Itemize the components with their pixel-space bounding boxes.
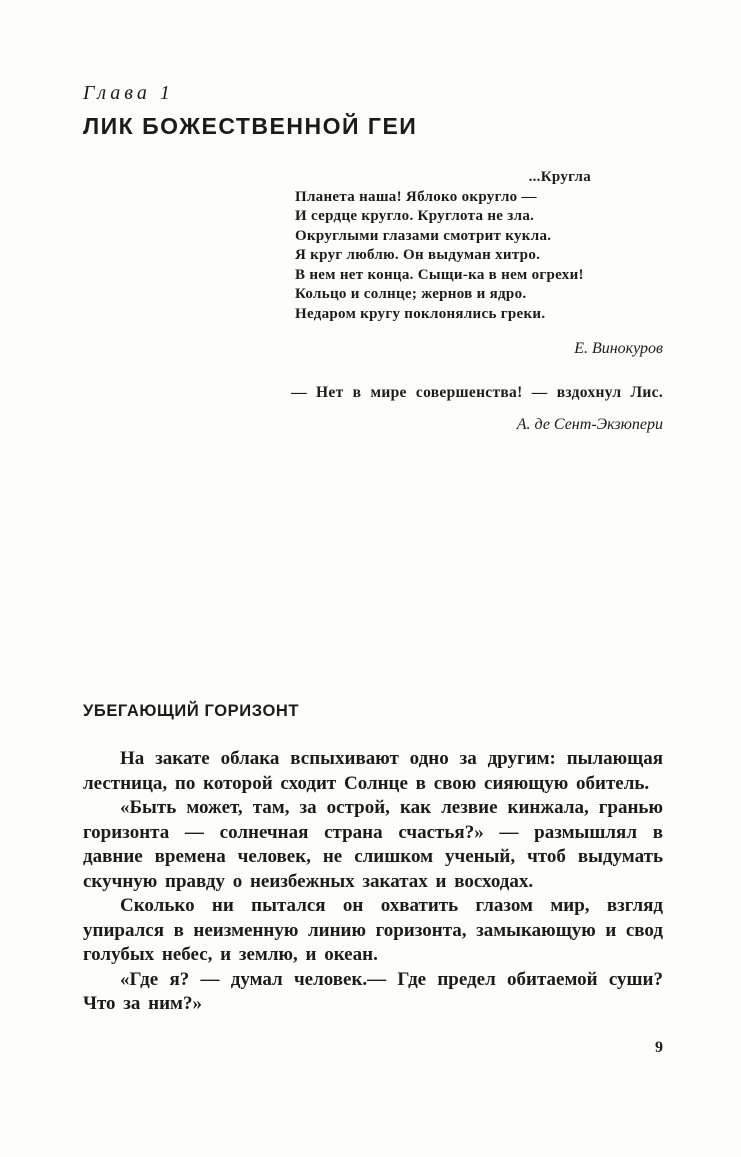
section-heading: УБЕГАЮЩИЙ ГОРИЗОНТ [83, 702, 300, 720]
poem-line: Округлыми глазами смотрит кукла. [295, 227, 552, 244]
poem-line: В нем нет конца. Сыщи-ка в нем огрехи! [295, 266, 584, 283]
chapter-label: Глава 1 [83, 82, 174, 104]
poem-author: Е. Винокуров [574, 340, 663, 357]
epigraph-quote: — Нет в мире совершенства! — вздохнул Лис. [291, 384, 663, 401]
poem-line: ...Кругла [528, 169, 591, 185]
epigraph-poem [295, 168, 663, 324]
paragraph: «Где я? — думал человек.— Где предел обитаемой суши? Что за ним?» [83, 968, 663, 1014]
poem-line: И сердце кругло. Круглота не зла. [295, 208, 535, 224]
paragraph: На закате облака вспыхивают одно за другим: пылающая лестница, по которой сходит Солнце в свою сияющую обитель. [83, 748, 663, 794]
body-text [83, 747, 663, 1017]
page-number: 9 [655, 1038, 663, 1056]
poem-line: Я круг люблю. Он выдуман хитро. [295, 247, 541, 263]
poem-line: Кольцо и солнце; жернов и ядро. [295, 286, 527, 302]
paragraph: Сколько ни пытался он охватить глазом мир, взгляд упирался в неизменную линию горизонта, замыкающую и свод голубых небес, и землю, и океан. [83, 895, 663, 965]
paragraph: «Быть может, там, за острой, как лезвие кинжала, гранью горизонта — солнечная страна счастья?» — размышлял в давние времена человек, не слишком ученый, чтоб выдумать скучную правду о неизбежных закатах и восходах. [83, 797, 663, 892]
poem-line: Недаром кругу поклонялись греки. [295, 305, 546, 322]
poem-line: Планета наша! Яблоко округло — [295, 188, 537, 205]
quote-author: А. де Сент-Экзюпери [516, 416, 663, 433]
chapter-title: ЛИК БОЖЕСТВЕННОЙ ГЕИ [83, 113, 418, 139]
